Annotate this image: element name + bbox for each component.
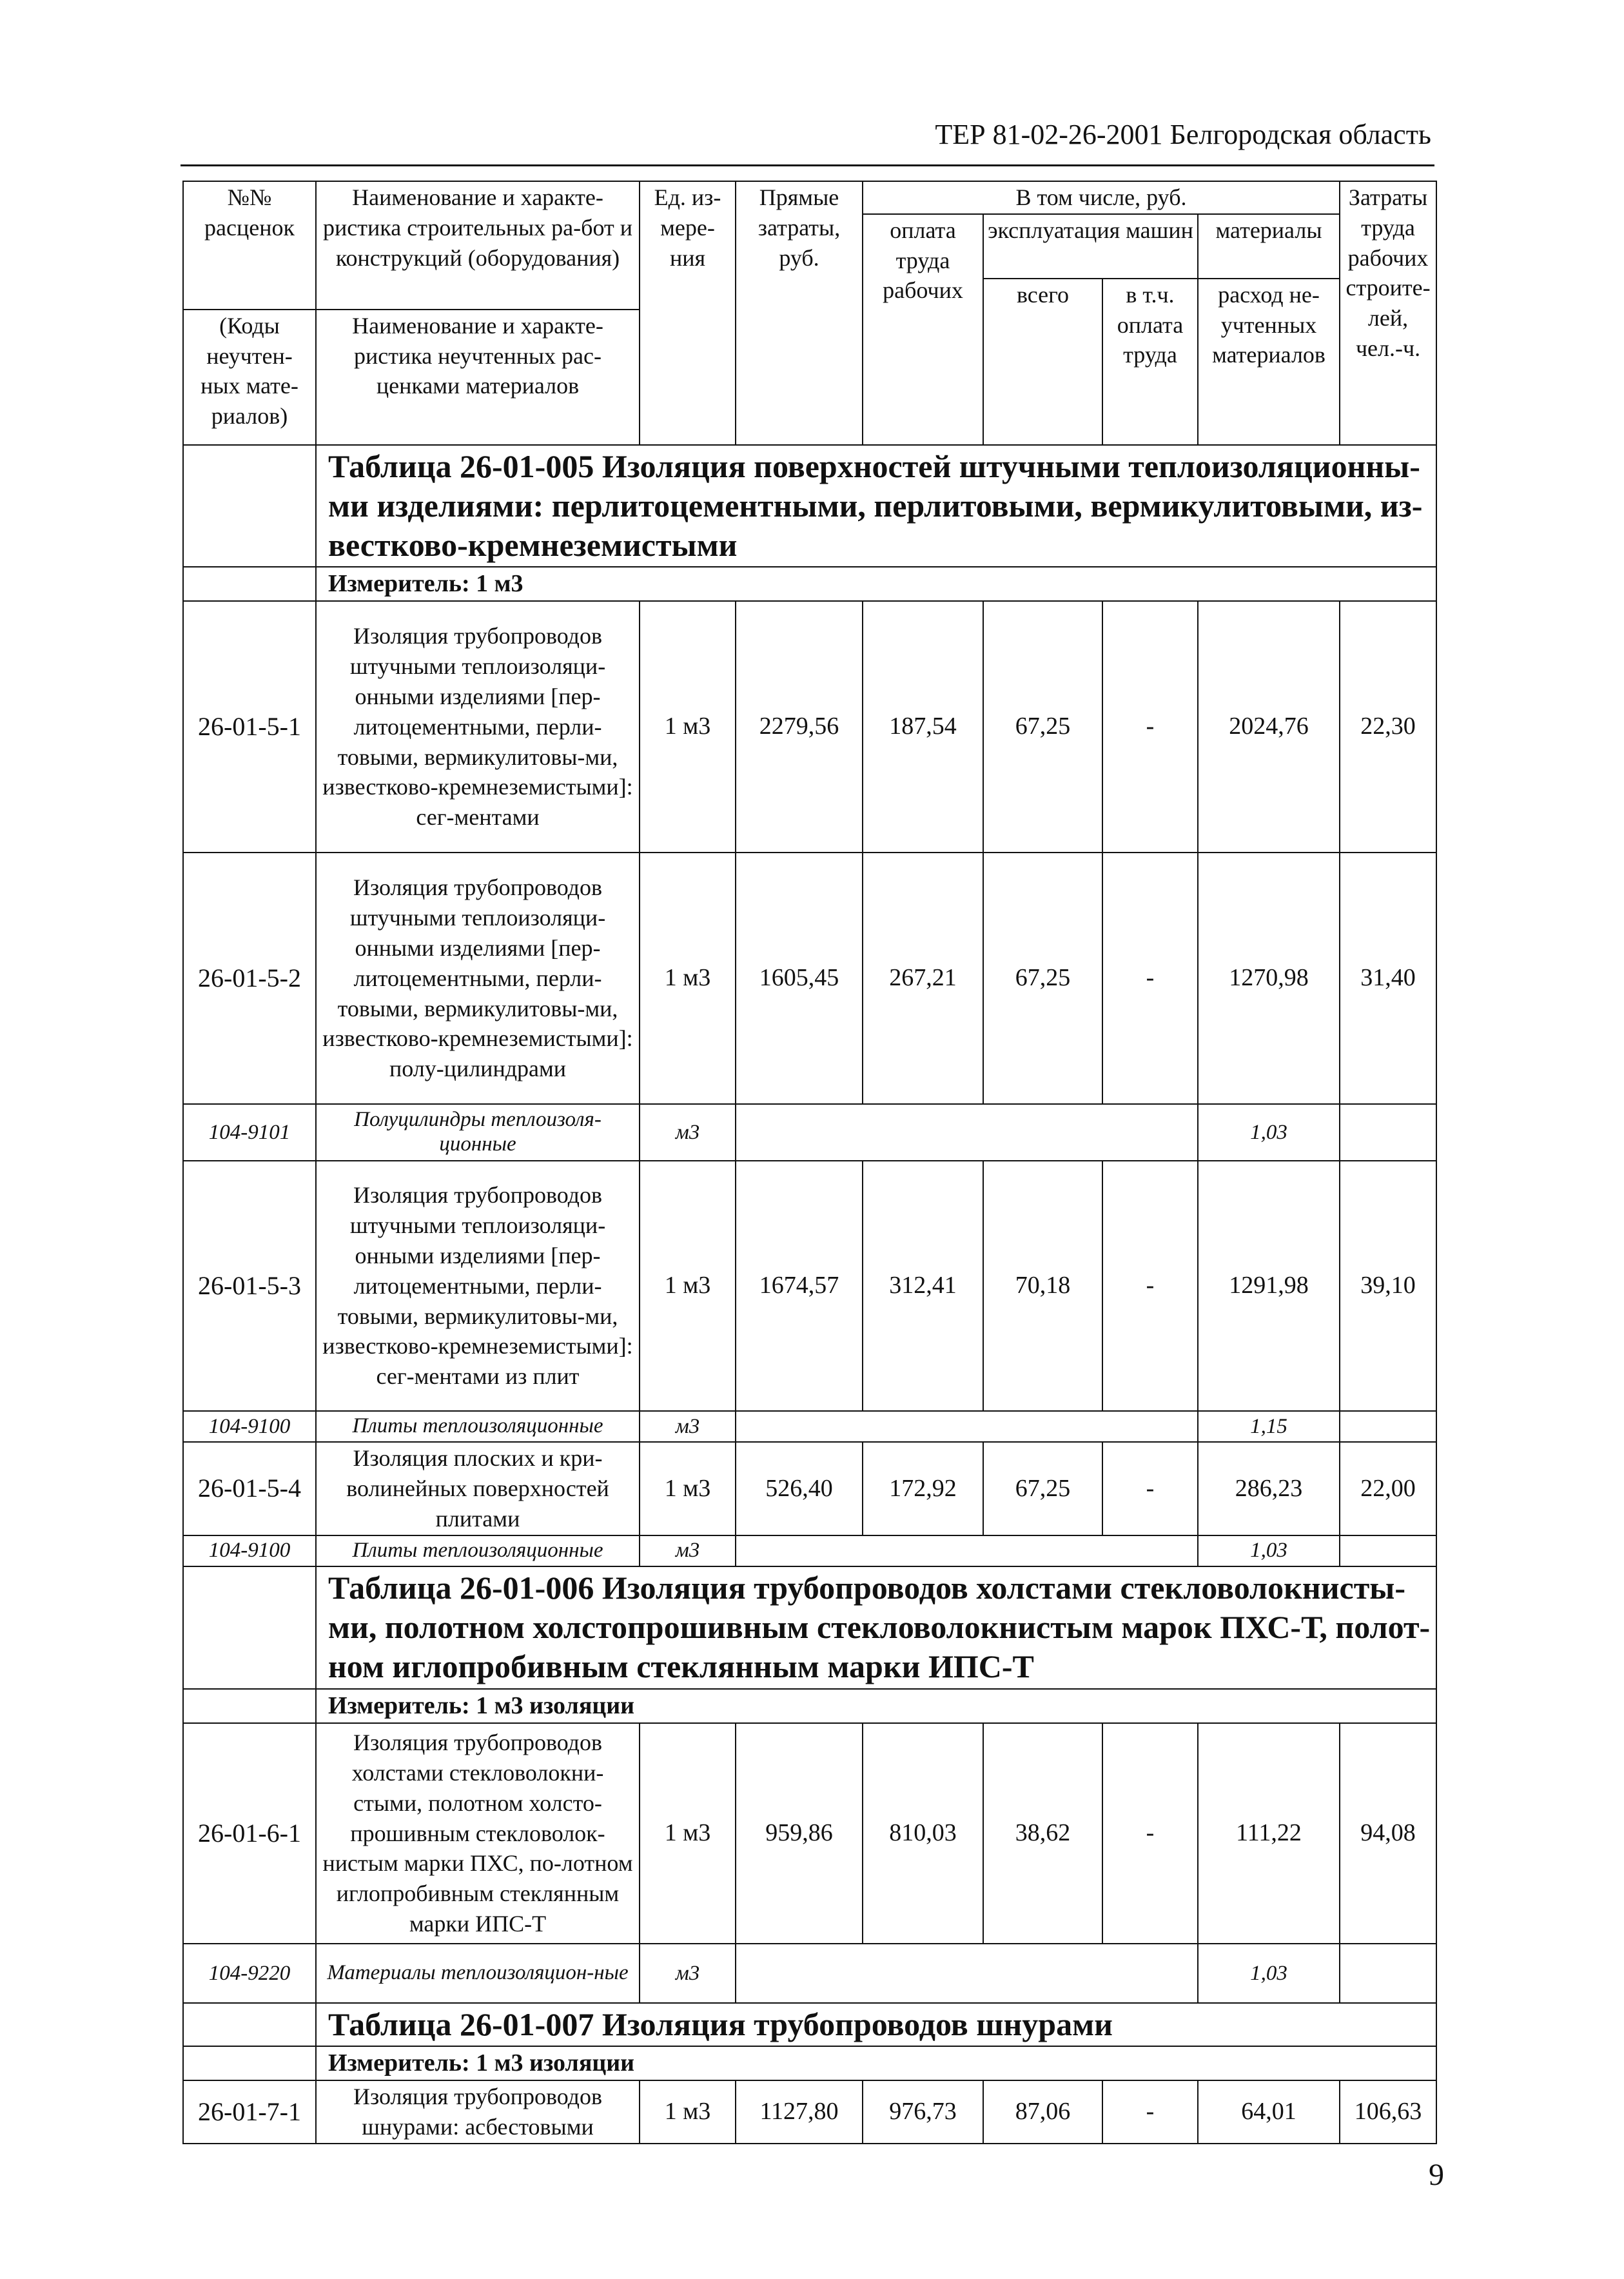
rate-unit: 1 м3 xyxy=(640,601,736,853)
labor-hours: 106,63 xyxy=(1340,2080,1436,2144)
table-row xyxy=(183,853,1436,1104)
col-machines-group-header: эксплуатация машин xyxy=(983,214,1198,279)
materials-cost: 64,01 xyxy=(1198,2080,1340,2144)
col-materials-sub-header: расход не-учтенных материалов xyxy=(1198,279,1340,445)
rate-name: Изоляция плоских и кри-волинейных поверхностей плитами xyxy=(316,1442,640,1535)
labor-hours: 22,00 xyxy=(1340,1442,1436,1535)
machines-labor: - xyxy=(1102,601,1198,853)
measure-row xyxy=(183,2046,1436,2080)
direct-costs: 1127,80 xyxy=(736,2080,863,2144)
materials-cost: 111,22 xyxy=(1198,1723,1340,1944)
section-caption-row xyxy=(183,445,1436,567)
rate-code: 26-01-6-1 xyxy=(183,1723,316,1944)
machines-total: 67,25 xyxy=(983,1442,1102,1535)
col-incl-group-header: В том числе, руб. xyxy=(863,181,1340,214)
labor-hours: 22,30 xyxy=(1340,601,1436,853)
col-machines-labor-header: в т.ч. оплата труда xyxy=(1102,279,1198,445)
labor-pay: 172,92 xyxy=(863,1442,983,1535)
material-row xyxy=(183,1535,1436,1566)
measure-unit: Измеритель: 1 м3 изоляции xyxy=(316,1689,1436,1723)
labor-pay: 810,03 xyxy=(863,1723,983,1944)
material-code: 104-9101 xyxy=(183,1104,316,1161)
machines-labor: - xyxy=(1102,1442,1198,1535)
rate-name: Изоляция трубопроводов штучными теплоизоляци-онными изделиями [пер-литоцементными, перли-товыми, вермикулитовы-ми, известково-кремнеземистыми]: сег-ментами xyxy=(316,601,640,853)
materials-cost: 1270,98 xyxy=(1198,853,1340,1104)
labor-hours: 94,08 xyxy=(1340,1723,1436,1944)
measure-row xyxy=(183,1689,1436,1723)
col-materials-header: материалы xyxy=(1198,214,1340,279)
section-caption: Таблица 26-01-005 Изоляция поверхностей штучными теплоизоляционны-ми изделиями: перлитоцементными, перлитовыми, вермикулитовыми, из-вестково-кремнеземистыми xyxy=(316,445,1436,567)
measure-unit: Измеритель: 1 м3 xyxy=(316,567,1436,601)
machines-total: 87,06 xyxy=(983,2080,1102,2144)
direct-costs: 1605,45 xyxy=(736,853,863,1104)
material-unit: м3 xyxy=(640,1411,736,1442)
rate-unit: 1 м3 xyxy=(640,2080,736,2144)
col-labor-pay-header: оплата труда рабочих xyxy=(863,214,983,445)
labor-pay: 312,41 xyxy=(863,1161,983,1411)
materials-cost: 1291,98 xyxy=(1198,1161,1340,1411)
rate-code: 26-01-5-1 xyxy=(183,601,316,853)
rate-code: 26-01-5-2 xyxy=(183,853,316,1104)
section-caption: Таблица 26-01-006 Изоляция трубопроводов холстами стекловолокнисты-ми, полотном холстопрошивным стекловолокнистым марок ПХС-Т, полот-ном иглопробивным стеклянным марки ИПС-Т xyxy=(316,1566,1436,1689)
material-unit: м3 xyxy=(640,1535,736,1566)
col-name-header: Наименование и характе-ристика строительных ра-бот и конструкций (оборудования) xyxy=(316,181,640,310)
page-number: 9 xyxy=(1429,2158,1444,2192)
material-name: Полуцилиндры теплоизоля-ционные xyxy=(316,1104,640,1161)
col-code-header: №№ расценок xyxy=(183,181,316,310)
materials-cost: 2024,76 xyxy=(1198,601,1340,853)
table-row xyxy=(183,1161,1436,1411)
table-row xyxy=(183,1442,1436,1535)
section-caption-row xyxy=(183,1566,1436,1689)
materials-cost: 286,23 xyxy=(1198,1442,1340,1535)
rate-unit: 1 м3 xyxy=(640,853,736,1104)
machines-total: 67,25 xyxy=(983,853,1102,1104)
section-caption-row xyxy=(183,2003,1436,2046)
header-rule xyxy=(181,164,1434,166)
rates-table xyxy=(182,181,1437,2144)
rate-name: Изоляция трубопроводов штучными теплоизоляци-онными изделиями [пер-литоцементными, перли-товыми, вермикулитовы-ми, известково-кремнеземистыми]: сег-ментами из плит xyxy=(316,1161,640,1411)
material-consumption: 1,03 xyxy=(1198,1104,1340,1161)
labor-hours: 31,40 xyxy=(1340,853,1436,1104)
labor-pay: 267,21 xyxy=(863,853,983,1104)
col-unit-header: Ед. из-мере-ния xyxy=(640,181,736,445)
col-machines-total-header: всего xyxy=(983,279,1102,445)
machines-labor: - xyxy=(1102,1161,1198,1411)
material-consumption: 1,03 xyxy=(1198,1944,1340,2003)
material-row xyxy=(183,1944,1436,2003)
material-row xyxy=(183,1411,1436,1442)
measure-unit: Измеритель: 1 м3 изоляции xyxy=(316,2046,1436,2080)
material-code: 104-9100 xyxy=(183,1411,316,1442)
machines-labor: - xyxy=(1102,853,1198,1104)
table-row xyxy=(183,1723,1436,1944)
direct-costs: 959,86 xyxy=(736,1723,863,1944)
rate-name: Изоляция трубопроводов штучными теплоизоляци-онными изделиями [пер-литоцементными, перли-товыми, вермикулитовы-ми, известково-кремнеземистыми]: полу-цилиндрами xyxy=(316,853,640,1104)
material-name: Плиты теплоизоляционные xyxy=(316,1411,640,1442)
col-labor-costs-header: Затраты труда рабочих строите-лей, чел.-ч. xyxy=(1340,181,1436,445)
running-header: ТЕР 81-02-26-2001 Белгородская область xyxy=(935,119,1431,150)
labor-pay: 976,73 xyxy=(863,2080,983,2144)
direct-costs: 2279,56 xyxy=(736,601,863,853)
material-row xyxy=(183,1104,1436,1161)
machines-labor: - xyxy=(1102,1723,1198,1944)
rate-unit: 1 м3 xyxy=(640,1723,736,1944)
col-code-sub-header: (Коды неучтен-ных мате-риалов) xyxy=(183,310,316,445)
machines-total: 70,18 xyxy=(983,1161,1102,1411)
rate-code: 26-01-7-1 xyxy=(183,2080,316,2144)
material-code: 104-9220 xyxy=(183,1944,316,2003)
labor-hours: 39,10 xyxy=(1340,1161,1436,1411)
rate-name: Изоляция трубопроводов шнурами: асбестовыми xyxy=(316,2080,640,2144)
rate-unit: 1 м3 xyxy=(640,1161,736,1411)
rate-name: Изоляция трубопроводов холстами стекловолокни-стыми, полотном холсто-прошивным стекловолок-нистым марки ПХС, по-лотном иглопробивным стеклянным марки ИПС-Т xyxy=(316,1723,640,1944)
material-name: Материалы теплоизоляцион-ные xyxy=(316,1944,640,2003)
measure-row xyxy=(183,567,1436,601)
col-name-sub-header: Наименование и характе-ристика неучтенных рас-ценками материалов xyxy=(316,310,640,445)
direct-costs: 1674,57 xyxy=(736,1161,863,1411)
rate-unit: 1 м3 xyxy=(640,1442,736,1535)
material-consumption: 1,15 xyxy=(1198,1411,1340,1442)
table-row xyxy=(183,601,1436,853)
labor-pay: 187,54 xyxy=(863,601,983,853)
table-row xyxy=(183,2080,1436,2144)
material-code: 104-9100 xyxy=(183,1535,316,1566)
column-header-row xyxy=(183,181,1436,214)
section-caption: Таблица 26-01-007 Изоляция трубопроводов шнурами xyxy=(316,2003,1436,2046)
material-name: Плиты теплоизоляционные xyxy=(316,1535,640,1566)
material-unit: м3 xyxy=(640,1944,736,2003)
material-unit: м3 xyxy=(640,1104,736,1161)
direct-costs: 526,40 xyxy=(736,1442,863,1535)
machines-total: 67,25 xyxy=(983,601,1102,853)
rate-code: 26-01-5-4 xyxy=(183,1442,316,1535)
machines-total: 38,62 xyxy=(983,1723,1102,1944)
machines-labor: - xyxy=(1102,2080,1198,2144)
col-direct-header: Прямые затраты, руб. xyxy=(736,181,863,445)
rate-code: 26-01-5-3 xyxy=(183,1161,316,1411)
material-consumption: 1,03 xyxy=(1198,1535,1340,1566)
